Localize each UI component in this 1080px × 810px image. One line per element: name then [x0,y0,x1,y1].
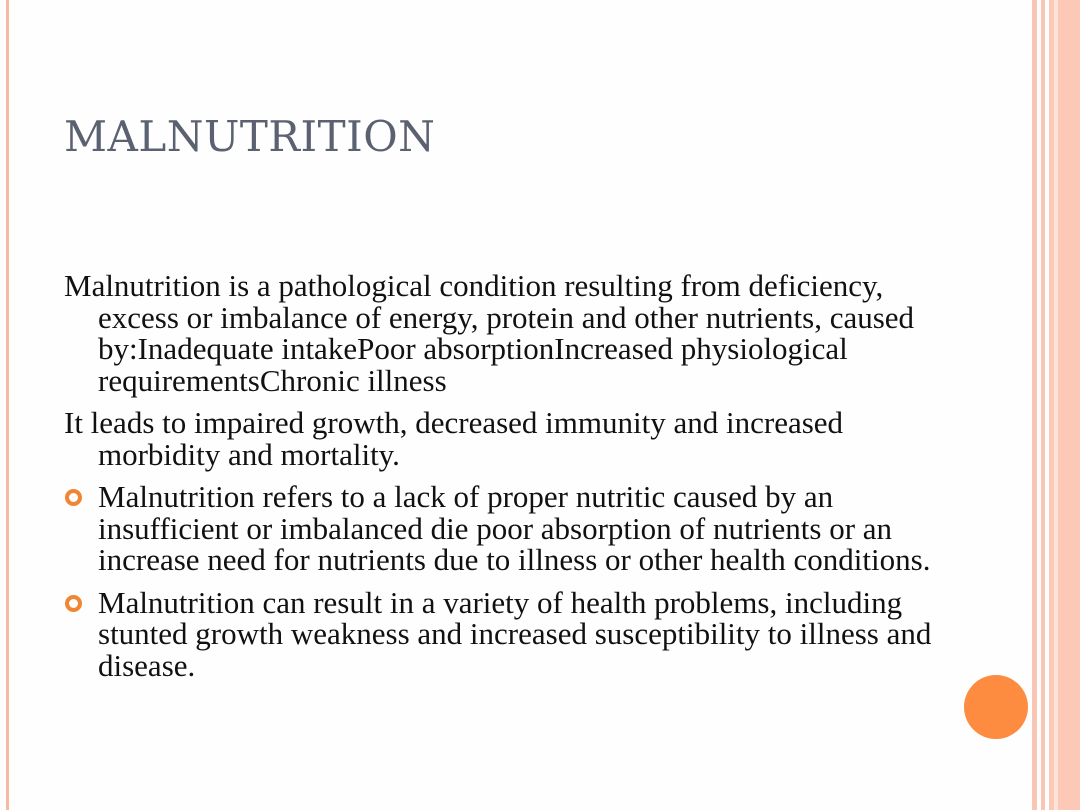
orange-circle-icon [964,675,1028,739]
left-border-stripe [6,0,9,810]
ring-bullet-icon [65,595,82,612]
body-paragraph: Malnutrition is a pathological condition resulting from deficiency, excess or imbalance of energy, protein and other nutrients, caused by:Inadequate intakePoor absorptionIncreased physiological requirementsChronic illness [64,268,915,398]
bullet-text: Malnutrition can result in a variety of health problems, including stunted growth weakness and increased susceptibility to illness and disease. [98,584,932,683]
bullet-text: Malnutrition refers to a lack of proper nutritic caused by an insufficient or imbalanced die poor absorption of nutrients or an increase need for nutrients due to illness or other health conditions. [98,479,931,577]
bullet-item [64,481,944,576]
slide-title: MALNUTRITION [64,112,436,161]
bullet-item [64,584,944,683]
right-border-gap [1054,0,1058,810]
right-border-stripe [1041,0,1045,810]
right-border-stripe [1032,0,1037,810]
body-paragraph: It leads to impaired growth, decreased immunity and increased morbidity and mortality. [64,405,844,472]
ring-bullet-icon [65,489,82,506]
slide-body [64,270,944,692]
